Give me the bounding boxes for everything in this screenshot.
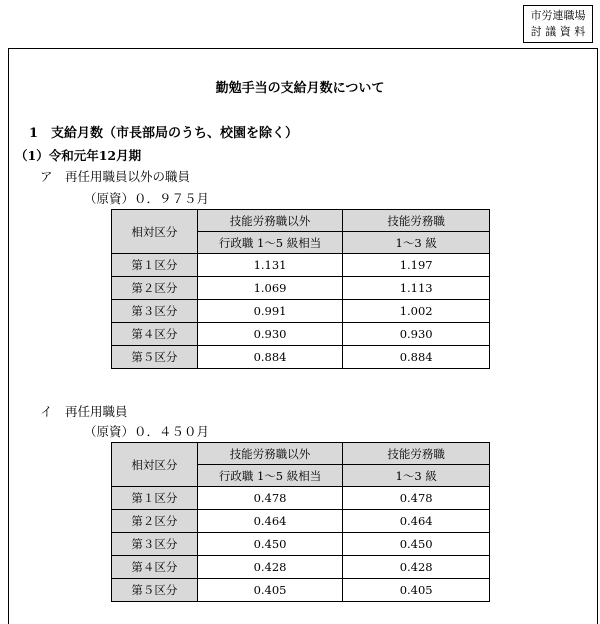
table-row [112,323,490,346]
row-value-col1: 0.405 [197,579,343,602]
row-value-col2: 0.405 [343,579,490,602]
table-row [112,510,490,533]
row-label: 第３区分 [112,533,198,556]
part-a-table [111,209,490,369]
table-header-col2: 技能労務職 [343,210,490,232]
table-header-col1: 技能労務職以外 [197,210,343,232]
row-value-col1: 0.464 [197,510,343,533]
row-value-col2: 0.464 [343,510,490,533]
part-a-basis: （原資）０．９７５月 [84,191,210,206]
document-title: 勤勉手当の支給月数について [215,81,385,96]
row-label: 第３区分 [112,300,198,323]
table-header-rowhead: 相対区分 [112,443,198,487]
row-value-col2: 1.002 [343,300,490,323]
subsection-heading: （1）令和元年12月期 [15,148,142,163]
table-row [112,254,490,277]
part-a-heading: ア 再任用職員以外の職員 [40,169,191,184]
part-b-heading: イ 再任用職員 [40,404,128,419]
table-header-col1-sub: 行政職 1～5 級相当 [197,232,343,254]
stamp-line-1: 市労連職場 [530,9,586,22]
row-value-col1: 0.930 [197,323,343,346]
row-label: 第２区分 [112,510,198,533]
row-value-col1: 0.991 [197,300,343,323]
row-label: 第５区分 [112,346,198,369]
row-value-col2: 0.884 [343,346,490,369]
table-row [112,277,490,300]
table-header-col2-sub: 1～3 級 [343,465,490,487]
table-row [112,556,490,579]
table-header-col2: 技能労務職 [343,443,490,465]
row-label: 第４区分 [112,323,198,346]
row-label: 第５区分 [112,579,198,602]
discussion-material-stamp [523,5,593,43]
row-value-col2: 0.478 [343,487,490,510]
row-value-col1: 0.428 [197,556,343,579]
row-label: 第１区分 [112,487,198,510]
table-row [112,346,490,369]
table-header-rowhead: 相対区分 [112,210,198,254]
row-value-col1: 0.478 [197,487,343,510]
row-value-col1: 1.069 [197,277,343,300]
row-value-col2: 0.930 [343,323,490,346]
row-value-col1: 1.131 [197,254,343,277]
part-b-table [111,442,490,602]
row-value-col2: 1.197 [343,254,490,277]
part-b-basis: （原資）０．４５０月 [84,424,210,439]
table-row [112,579,490,602]
row-label: 第２区分 [112,277,198,300]
row-value-col2: 0.450 [343,533,490,556]
row-label: 第４区分 [112,556,198,579]
row-value-col1: 0.884 [197,346,343,369]
table-row [112,487,490,510]
table-header-col1: 技能労務職以外 [197,443,343,465]
row-value-col1: 0.450 [197,533,343,556]
row-label: 第１区分 [112,254,198,277]
stamp-line-2: 討 議 資 料 [530,25,586,38]
table-header-col2-sub: 1～3 級 [343,232,490,254]
row-value-col2: 0.428 [343,556,490,579]
table-row [112,300,490,323]
row-value-col2: 1.113 [343,277,490,300]
table-header-col1-sub: 行政職 1～5 級相当 [197,465,343,487]
table-row [112,533,490,556]
section-heading: 1 支給月数（市長部局のうち、校園を除く） [29,126,299,141]
